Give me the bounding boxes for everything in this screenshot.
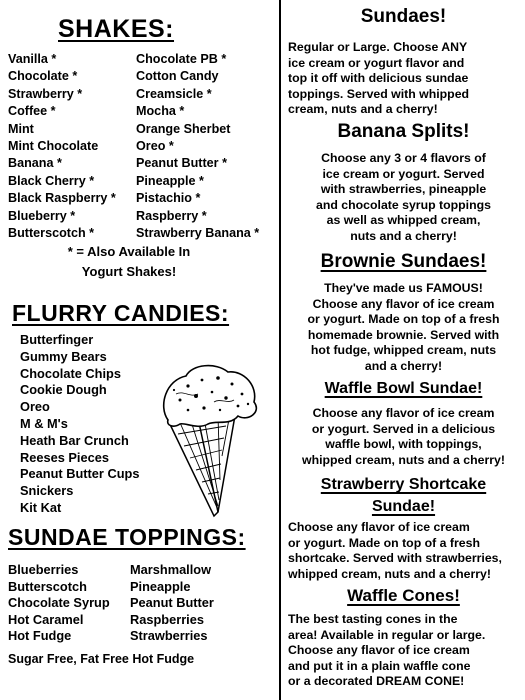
desc-line: top it off with delicious sundae	[288, 71, 469, 86]
shake-item: Strawberry Banana *	[136, 226, 260, 241]
flurry-item: M & M's	[20, 415, 68, 431]
flurry-item: Cookie Dough	[20, 382, 107, 398]
topping-item: Butterscotch	[8, 578, 87, 594]
flurry-item: Snickers	[20, 483, 74, 499]
topping-item: Raspberries	[130, 611, 204, 627]
desc-line: as well as whipped cream,	[326, 213, 481, 228]
shake-item: Pineapple *	[136, 173, 204, 188]
shake-item: Strawberry *	[8, 86, 83, 101]
waffle-cones-title: Waffle Cones!	[347, 586, 460, 605]
shake-item: Blueberry *	[8, 208, 76, 223]
shortcake-title-line1: Strawberry Shortcake	[320, 476, 487, 493]
topping-item: Chocolate Syrup	[8, 595, 110, 611]
desc-line: waffle bowl, with toppings,	[325, 437, 482, 452]
topping-item: Marshmallow	[130, 562, 212, 577]
shortcake-title-line2: Sundae!	[371, 498, 436, 515]
flurry-item: Reeses Pieces	[20, 449, 109, 465]
waffle-cones-description	[288, 612, 525, 690]
desc-line: Choose any flavor of ice cream	[312, 296, 495, 311]
flurry-item: Oreo	[20, 399, 50, 415]
desc-line: homemade brownie. Served with	[307, 327, 500, 342]
desc-line: and a cherry!	[364, 358, 443, 373]
desc-line: or a decorated DREAM CONE!	[288, 674, 465, 689]
desc-line: Choose any flavor of ice cream	[288, 520, 470, 534]
ice-cream-cone-icon	[158, 360, 268, 518]
shake-item: Orange Sherbet	[136, 121, 231, 136]
shake-item: Mocha *	[136, 104, 185, 119]
shake-item: Mint Chocolate	[8, 139, 99, 154]
desc-line: ice cream or yogurt flavor and	[288, 55, 465, 70]
shake-item: Chocolate *	[8, 69, 78, 84]
desc-line: or yogurt. Made on top of a fresh	[288, 535, 480, 550]
toppings-list-right	[130, 562, 214, 645]
desc-line: whipped cream, nuts and a cherry!	[302, 452, 505, 467]
right-column	[282, 0, 525, 700]
desc-line: Choose any flavor of ice cream	[288, 643, 470, 658]
brownie-sundaes-title: Brownie Sundaes!	[320, 251, 487, 272]
shake-item: Cotton Candy	[136, 69, 219, 84]
shake-item: Raspberry *	[136, 208, 207, 223]
flurry-item: Peanut Butter Cups	[20, 466, 140, 482]
brownie-sundaes-description	[282, 281, 525, 375]
flurry-item: Butterfinger	[20, 332, 94, 347]
desc-line: area! Available in regular or large.	[288, 627, 486, 642]
desc-line: ice cream or yogurt. Served	[322, 166, 485, 181]
desc-line: Choose any flavor of ice cream	[312, 406, 495, 420]
topping-item: Pineapple	[130, 578, 191, 594]
topping-item: Hot Caramel	[8, 611, 84, 627]
shake-item: Chocolate PB *	[136, 52, 227, 66]
shake-item: Vanilla *	[8, 52, 57, 66]
yogurt-note-line: * = Also Available In	[67, 244, 191, 259]
topping-item: Peanut Butter	[130, 595, 214, 611]
flurry-item: Gummy Bears	[20, 348, 107, 364]
shake-item: Coffee *	[8, 104, 56, 119]
shake-item: Black Raspberry *	[8, 191, 116, 206]
sundaes-title: Sundaes!	[360, 6, 447, 27]
shakes-title: SHAKES:	[58, 15, 175, 43]
yogurt-note	[34, 242, 224, 282]
topping-item: Blueberries	[8, 562, 79, 577]
shake-item: Black Cherry *	[8, 173, 95, 188]
desc-line: or yogurt. Served in a delicious	[311, 421, 496, 436]
toppings-title: SUNDAE TOPPINGS:	[8, 524, 246, 550]
topping-item: Strawberries	[130, 628, 208, 644]
desc-line: cream, nuts and a cherry!	[288, 102, 438, 117]
desc-line: or yogurt. Made on top of a fresh	[307, 312, 500, 327]
desc-line: The best tasting cones in the	[288, 612, 458, 626]
sundaes-description	[288, 40, 525, 118]
shake-item: Oreo *	[136, 139, 174, 154]
waffle-bowl-description	[282, 406, 525, 468]
desc-line: Regular or Large. Choose ANY	[288, 40, 468, 54]
flurry-title: FLURRY CANDIES:	[12, 300, 230, 326]
flurry-item: Kit Kat	[20, 499, 62, 515]
desc-line: whipped cream, nuts and a cherry!	[288, 566, 491, 581]
desc-line: shortcake. Served with strawberries,	[288, 551, 502, 566]
desc-line: and chocolate syrup toppings	[316, 197, 491, 212]
column-divider	[279, 0, 281, 700]
desc-line: and put it in a plain waffle cone	[288, 658, 471, 673]
banana-splits-description	[282, 151, 525, 245]
desc-line: Choose any 3 or 4 flavors of	[321, 151, 486, 165]
shake-item: Pistachio *	[136, 191, 201, 206]
desc-line: hot fudge, whipped cream, nuts	[310, 343, 497, 358]
flurry-item: Chocolate Chips	[20, 365, 121, 381]
shortcake-description	[288, 520, 525, 582]
flurry-item: Heath Bar Crunch	[20, 432, 129, 448]
shake-item: Butterscotch *	[8, 226, 95, 241]
shake-item: Creamsicle *	[136, 86, 212, 101]
desc-line: nuts and a cherry!	[350, 228, 457, 243]
shake-item: Mint	[8, 121, 34, 136]
flurry-list	[20, 332, 139, 517]
waffle-bowl-title: Waffle Bowl Sundae!	[324, 380, 483, 397]
desc-line: They've made us FAMOUS!	[324, 281, 483, 295]
shake-item: Banana *	[8, 156, 62, 171]
banana-splits-title: Banana Splits!	[337, 121, 470, 142]
desc-line: toppings. Served with whipped	[288, 86, 470, 101]
shakes-list-right	[136, 51, 259, 242]
sugar-free-note: Sugar Free, Fat Free Hot Fudge	[8, 652, 195, 666]
yogurt-note-line: Yogurt Shakes!	[81, 264, 177, 279]
desc-line: with strawberries, pineapple	[320, 182, 487, 197]
topping-item: Hot Fudge	[8, 628, 72, 644]
shake-item: Peanut Butter *	[136, 156, 227, 171]
toppings-list-left	[8, 562, 110, 645]
shakes-list-left	[8, 51, 116, 242]
